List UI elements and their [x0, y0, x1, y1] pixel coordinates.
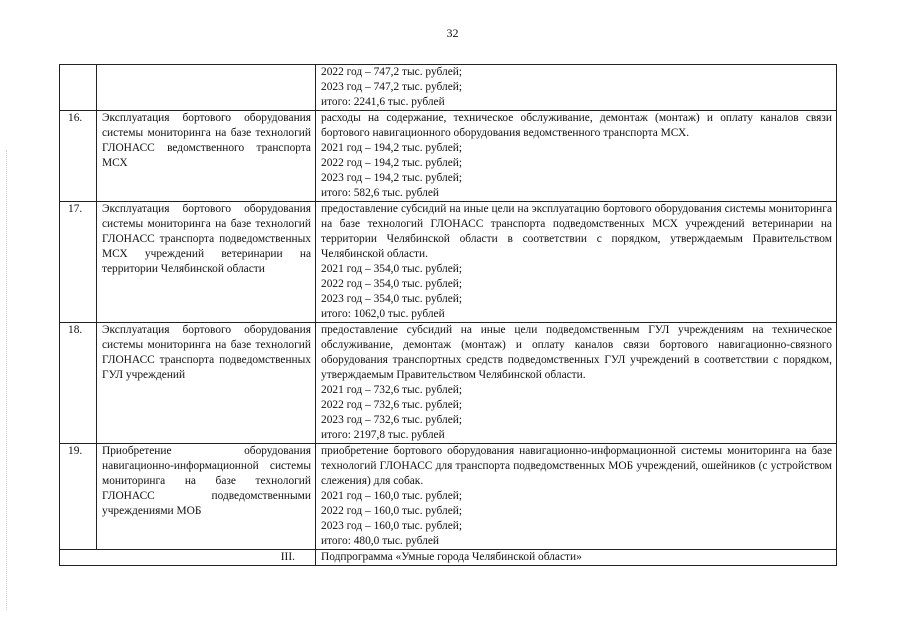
table-row [60, 111, 837, 202]
measure-name: Приобретение оборудования навигационно-информационной системы мониторинга на базе технологий ГЛОНАСС подведомственными учреждениями МОБ [97, 444, 316, 550]
page-number: 32 [446, 26, 459, 40]
measure-description [316, 202, 837, 323]
funding-line: 2023 год – 194,2 тыс. рублей; [321, 172, 463, 184]
section-row [60, 550, 837, 566]
funding-line: 2023 год – 747,2 тыс. рублей; [321, 81, 463, 93]
table-row [60, 323, 837, 444]
funding-line: итого: 2241,6 тыс. рублей [321, 96, 445, 108]
measure-description [316, 323, 837, 444]
funding-line: 2022 год – 747,2 тыс. рублей; [321, 66, 463, 78]
funding-line: итого: 582,6 тыс. рублей [321, 187, 440, 199]
description-text: предоставление субсидий на иные цели подведомственным ГУЛ учреждениям на техническое обслуживание, демонтаж (монтаж) и оплату каналов связи бортового навигационно-связного оборудования транспортных средств подведомственных ГУЛ учреждений в соответствии с порядком, утверждаемым Правительством Челябинской области. [321, 324, 832, 381]
funding-line: итого: 480,0 тыс. рублей [321, 535, 440, 547]
funding-line: 2022 год – 354,0 тыс. рублей; [321, 278, 463, 290]
description-text: расходы на содержание, техническое обслуживание, демонтаж (монтаж) и оплату каналов связи бортового навигационного оборудования ведомственного транспорта МСХ. [321, 112, 832, 139]
funding-line: 2023 год – 732,6 тыс. рублей; [321, 414, 463, 426]
funding-line: 2021 год – 160,0 тыс. рублей; [321, 490, 463, 502]
funding-line: 2022 год – 732,6 тыс. рублей; [321, 399, 463, 411]
measure-description [316, 65, 837, 111]
description-text: приобретение бортового оборудования навигационно-информационной системы мониторинга на базе технологий ГЛОНАСС для транспорта подведомственных МОБ учреждений, ошейников (с устройством слежения) для собак. [321, 445, 832, 487]
measures-table-body [60, 65, 837, 566]
measures-table [59, 64, 837, 566]
funding-line: 2023 год – 160,0 тыс. рублей; [321, 520, 463, 532]
table-row [60, 444, 837, 550]
measure-description [316, 111, 837, 202]
measure-name: Эксплуатация бортового оборудования системы мониторинга на базе технологий ГЛОНАСС транспорта подведомственных ГУЛ учреждений [97, 323, 316, 444]
measure-name [97, 65, 316, 111]
table-row [60, 202, 837, 323]
row-number: 18. [60, 323, 97, 444]
row-number: 17. [60, 202, 97, 323]
funding-line: итого: 2197,8 тыс. рублей [321, 429, 445, 441]
funding-line: 2023 год – 354,0 тыс. рублей; [321, 293, 463, 305]
funding-line: итого: 1062,0 тыс. рублей [321, 308, 445, 320]
margin-dotted-line [6, 150, 8, 610]
description-text: предоставление субсидий на иные цели на эксплуатацию бортового оборудования системы мониторинга на базе технологий ГЛОНАСС транспорта подведомственных МСХ учреждений ветеринарии на территории Челябинской области в соответствии с порядком, утверждаемым Правительством Челябинской области. [321, 203, 832, 260]
measure-name: Эксплуатация бортового оборудования системы мониторинга на базе технологий ГЛОНАСС транспорта подведомственных МСХ учреждений ветеринарии на территории Челябинской области [97, 202, 316, 323]
section-number: III. [60, 550, 316, 566]
funding-line: 2021 год – 194,2 тыс. рублей; [321, 142, 463, 154]
measure-description [316, 444, 837, 550]
row-number: 19. [60, 444, 97, 550]
measure-name: Эксплуатация бортового оборудования системы мониторинга на базе технологий ГЛОНАСС ведомственного транспорта МСХ [97, 111, 316, 202]
funding-line: 2021 год – 354,0 тыс. рублей; [321, 263, 463, 275]
row-number: 16. [60, 111, 97, 202]
funding-line: 2021 год – 732,6 тыс. рублей; [321, 384, 463, 396]
row-number [60, 65, 97, 111]
table-row [60, 65, 837, 111]
funding-line: 2022 год – 160,0 тыс. рублей; [321, 505, 463, 517]
funding-line: 2022 год – 194,2 тыс. рублей; [321, 157, 463, 169]
section-title: Подпрограмма «Умные города Челябинской области» [316, 550, 837, 566]
